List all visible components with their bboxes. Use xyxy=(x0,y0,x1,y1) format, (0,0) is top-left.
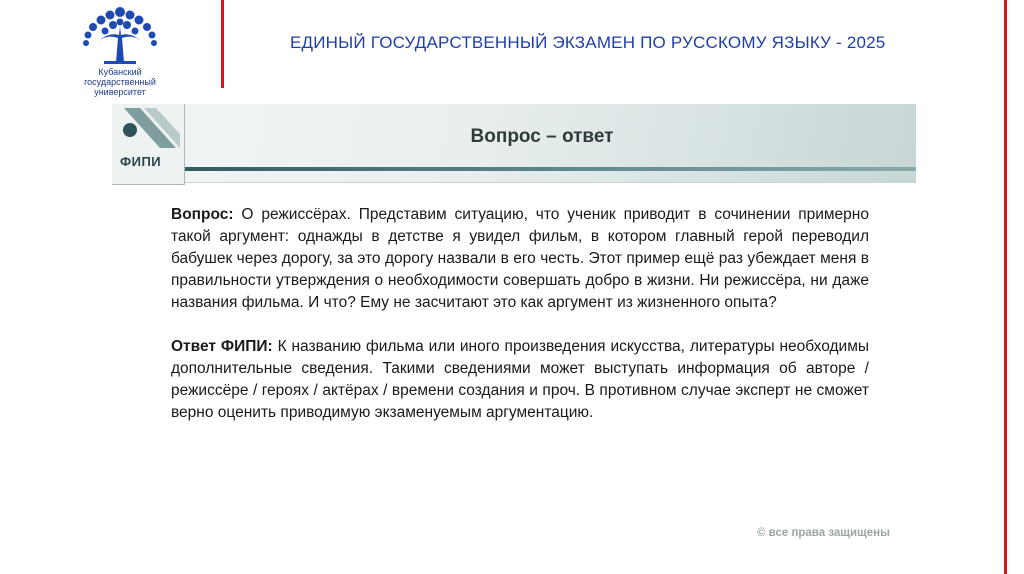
fipi-logo-icon xyxy=(116,108,180,152)
question-text: О режиссёрах. Представим ситуацию, что ученик приводит в сочинении примерно такой аргумент: однажды в детстве я увидел фильм, в котором главный герой переводил бабушек через дорогу, за это дорогу назвали в его честь. Этот пример ещё раз убеждает меня в правильности утверждения о необходимости совершать добро в жизни. Ни режиссёра, ни даже названия фильма. И что? Ему не засчитают это как аргумент из жизненного опыта? xyxy=(171,206,869,311)
answer-text: К названию фильма или иного произведения искусства, литературы необходимы дополнительные сведения. Такими сведениями может выступать информация об авторе / режиссёре / героях / актёрах / времени создания и проч. В противном случае эксперт не сможет верно оценить приводимую экзаменуемым аргументацию. xyxy=(171,338,869,421)
question-paragraph xyxy=(171,204,869,314)
red-border-right xyxy=(1004,0,1007,574)
page-title: ЕДИНЫЙ ГОСУДАРСТВЕННЫЙ ЭКЗАМЕН ПО РУССКОМУ ЯЗЫКУ - 2025 xyxy=(290,33,886,52)
copyright-notice: © все права защищены xyxy=(757,527,890,539)
university-name-line: университет xyxy=(94,87,146,97)
fipi-label: ФИПИ xyxy=(120,154,162,169)
university-logo xyxy=(68,4,172,96)
qa-content xyxy=(171,204,869,446)
tree-icon xyxy=(76,4,164,66)
fipi-logo-tile xyxy=(112,104,185,185)
banner-title: Вопрос – ответ xyxy=(470,126,614,147)
university-name-line: Кубанский xyxy=(98,67,142,77)
answer-label: Ответ ФИПИ: xyxy=(171,338,273,355)
red-divider-vertical xyxy=(221,0,224,88)
university-name-line: государственный xyxy=(84,77,156,87)
question-label: Вопрос: xyxy=(171,206,234,223)
answer-paragraph xyxy=(171,336,869,424)
banner-stripe xyxy=(112,167,916,171)
university-name xyxy=(68,67,172,97)
section-banner xyxy=(112,104,916,182)
